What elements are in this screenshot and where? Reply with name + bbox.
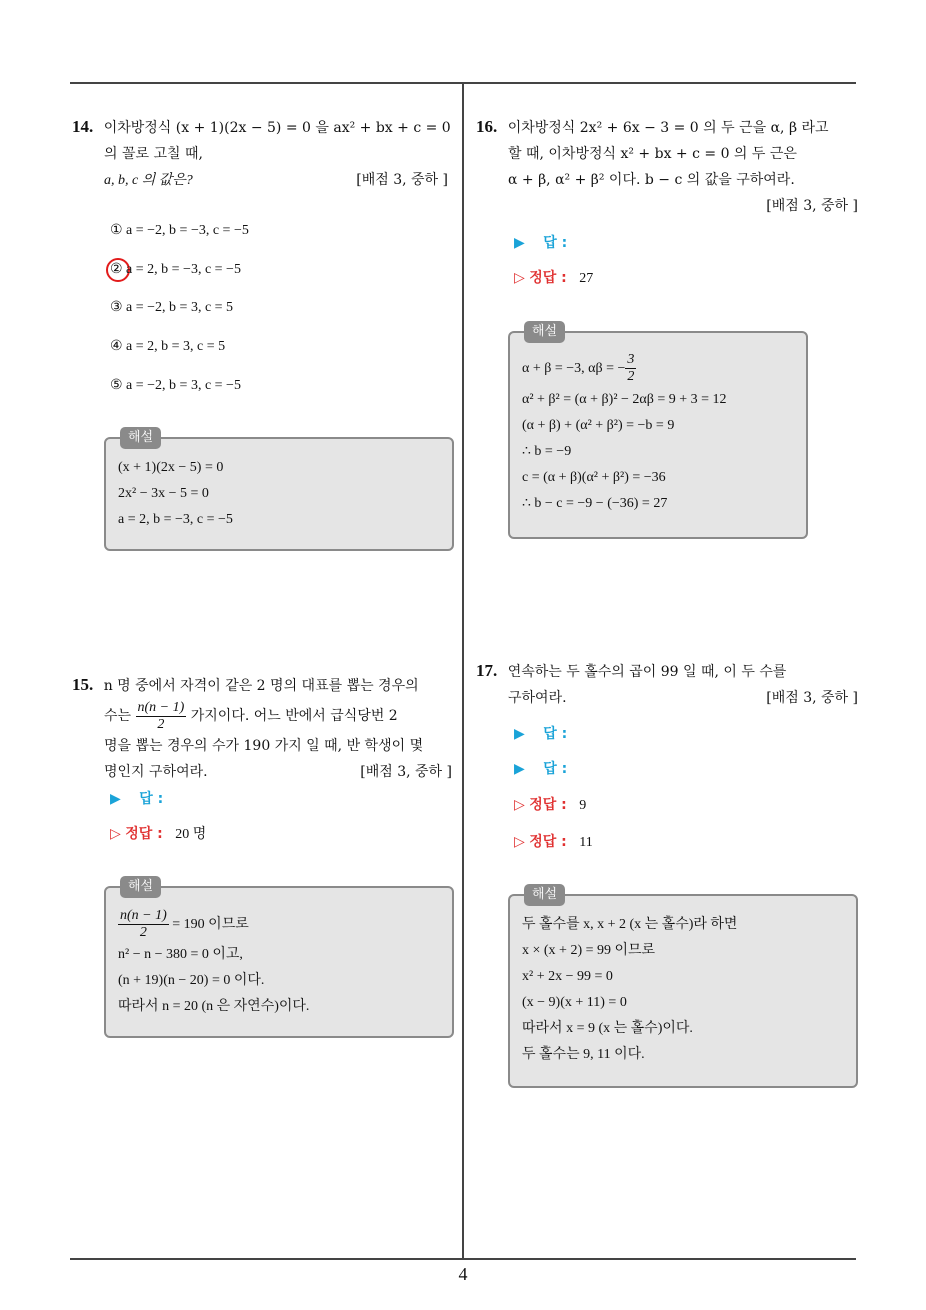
question-17 [476,658,860,711]
explain-line: (x − 9)(x + 11) = 0 [522,995,627,1010]
fraction-numerator: n(n − 1) [120,908,167,924]
explanation-tag: 해설 [120,876,161,898]
play-icon: ▶ [110,791,121,807]
explain-line: (α + β) + (α² + β²) = −b = 9 [522,418,675,433]
fraction-numerator: n(n − 1) [137,699,185,715]
fraction [625,352,636,385]
play-icon: ▶ [514,726,525,742]
page-number: 4 [458,1264,468,1284]
correct-value: 27 [579,271,594,286]
option-4[interactable]: ④ a = 2, b = 3, c = 5 [110,339,226,354]
correct-label: 정답 : [125,826,163,842]
explain-line: = 190 이므로 [172,917,249,932]
option-5[interactable]: ⑤ a = −2, b = 3, c = −5 [110,378,241,393]
explain-line: x × (x + 2) = 99 이므로 [522,943,656,958]
answer-label: 답 : [139,791,164,807]
question-text-line1: n 명 중에서 자격이 같은 2 명의 대표를 뽑는 경우의 [103,678,419,694]
correct-value: 20 명 [175,827,207,842]
explain-line: α² + β² = (α + β)² − 2αβ = 9 + 3 = 12 [522,392,727,407]
correct-value: 9 [579,798,587,813]
explain-line: n² − n − 380 = 0 이고, [118,947,243,962]
question-text-line1: 이차방정식 (x + 1)(2x − 5) = 0 을 ax² + bx + c = 0 [103,120,451,136]
fraction [118,908,169,941]
question-number: 14. [72,117,94,136]
triangle-outline-icon: ▷ [110,826,121,842]
fraction-denominator: 2 [157,716,165,732]
answer-label: 답 : [543,761,568,777]
answer-label: 답 : [543,726,568,742]
explanation-tag: 해설 [524,884,565,906]
explain-line: 따라서 x = 9 (x 는 홀수)이다. [522,1021,693,1036]
correct-value: 11 [579,835,593,850]
question-15 [72,672,454,785]
fraction-denominator: 2 [139,925,147,941]
explanation-box-17 [508,887,858,1088]
fraction-numerator: 3 [627,352,635,368]
question-text-line2-pre: 수는 [104,708,132,724]
explain-line: c = (α + β)(α² + β²) = −36 [522,470,666,485]
correct-label: 정답 : [529,270,567,286]
question-text-line3: 명을 뽑는 경우의 수가 190 가지 일 때, 반 학생이 몇 [104,738,424,754]
question-text-line2: 구하여라. [508,690,567,706]
question-text-line1: 연속하는 두 홀수의 곱이 99 일 때, 이 두 수를 [507,664,787,680]
fraction [136,700,187,733]
center-divider [462,84,464,1258]
explain-line: ∴ b − c = −9 − (−36) = 27 [522,496,668,511]
answer-field-17b[interactable] [514,758,567,778]
explain-line: 두 홀수는 9, 11 이다. [522,1047,645,1062]
explanation-tag: 해설 [120,427,161,449]
play-icon: ▶ [514,761,525,777]
triangle-outline-icon: ▷ [514,834,525,850]
answer-field-15[interactable] [110,788,163,808]
question-number: 17. [476,661,498,680]
option-2[interactable]: ② a = 2, b = −3, c = −5 [110,262,241,277]
answer-field-16[interactable] [514,232,567,252]
triangle-outline-icon: ▷ [514,270,525,286]
bottom-rule [70,1258,856,1260]
explain-line: a = 2, b = −3, c = −5 [118,512,233,527]
question-text-line2: 할 때, 이차방정식 x² + bx + c = 0 의 두 근은 [508,146,797,162]
question-text-line2-post: 가지이다. 어느 반에서 급식당번 2 [190,708,398,724]
explain-line: (x + 1)(2x − 5) = 0 [118,460,224,475]
question-16 [476,114,860,219]
answer-field-17a[interactable] [514,723,567,743]
explain-line: 2x² − 3x − 5 = 0 [118,486,209,501]
question-text-line1: 이차방정식 2x² + 6x − 3 = 0 의 두 근을 α, β 라고 [507,120,829,136]
explanation-box-16 [508,324,808,539]
score-label: [배점 3, 중하 ] [766,690,858,706]
fraction-denominator: 2 [627,369,635,385]
question-number: 15. [72,675,94,694]
explanation-box-15 [104,879,454,1038]
explanation-tag: 해설 [524,321,565,343]
score-label: [배점 3, 중하 ] [766,198,858,214]
triangle-outline-icon: ▷ [514,797,525,813]
question-text-line2: 의 꼴로 고칠 때, [104,146,203,162]
correct-answer-16 [514,267,593,287]
question-number: 16. [476,117,498,136]
question-text-line3: a, b, c 의 값은? [104,173,193,188]
score-label: [배점 3, 중하 ] [356,172,448,188]
explain-line: x² + 2x − 99 = 0 [522,969,613,984]
score-label: [배점 3, 중하 ] [360,764,452,780]
question-14 [72,114,454,194]
correct-label: 정답 : [529,797,567,813]
explanation-box-14 [104,430,454,551]
explain-line: ∴ b = −9 [522,444,572,459]
option-3[interactable]: ③ a = −2, b = 3, c = 5 [110,300,234,315]
answer-label: 답 : [543,235,568,251]
option-1[interactable]: ① a = −2, b = −3, c = −5 [110,223,249,238]
explain-line: (n + 19)(n − 20) = 0 이다. [118,973,265,988]
question-text-line4: 명인지 구하여라. [104,764,208,780]
explain-line: α + β = −3, αβ = − [522,361,626,376]
correct-label: 정답 : [529,834,567,850]
explain-line: 두 홀수를 x, x + 2 (x 는 홀수)라 하면 [522,917,738,932]
correct-answer-17a [514,794,586,814]
correct-answer-15 [110,823,206,843]
question-text-line3: α + β, α² + β² 이다. b − c 의 값을 구하여라. [508,172,795,188]
explain-line: 따라서 n = 20 (n 은 자연수)이다. [118,999,310,1014]
play-icon: ▶ [514,235,525,251]
correct-answer-17b [514,831,593,851]
